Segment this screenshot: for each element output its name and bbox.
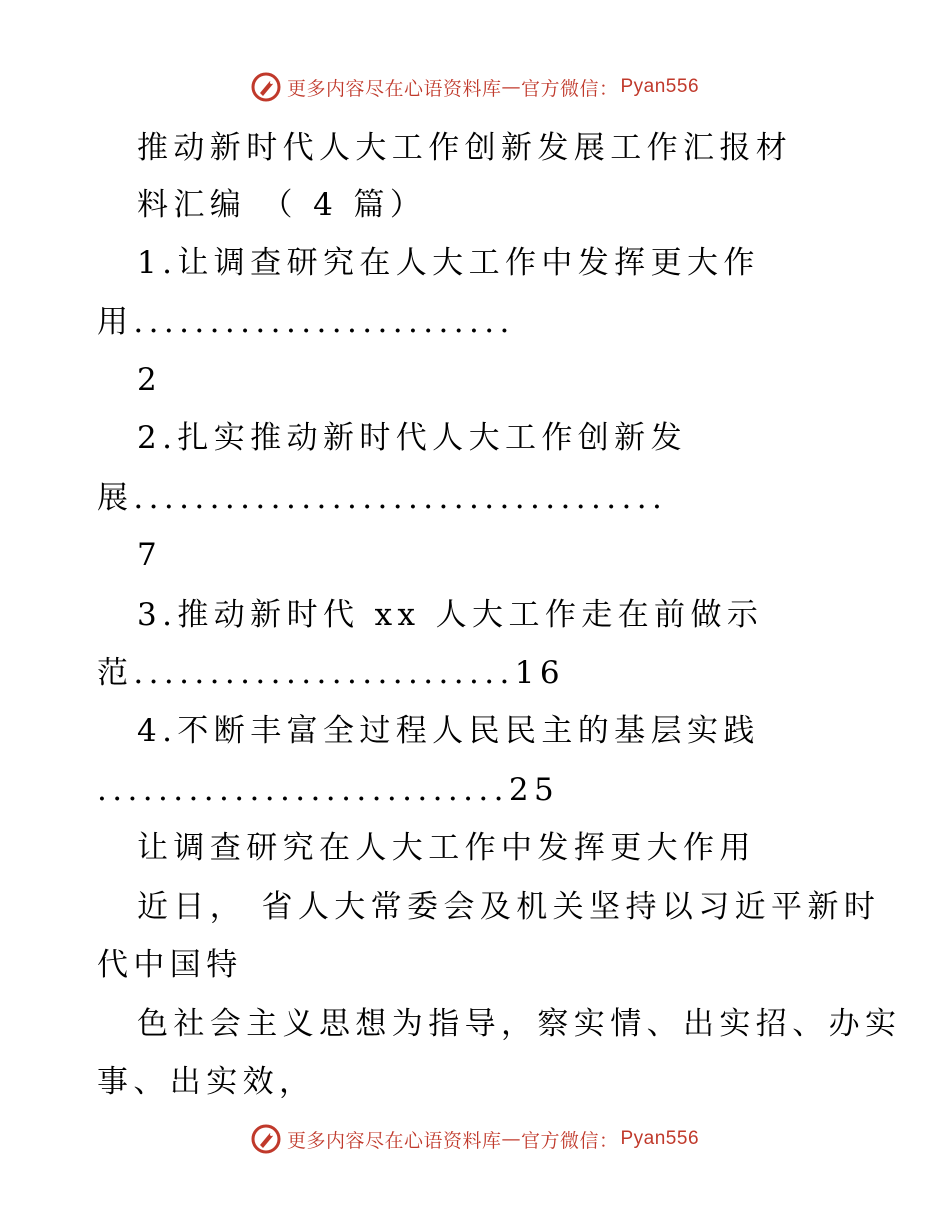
banner-wechat-label: 官方微信： (520, 77, 619, 100)
doc-title-line-1: 推动新时代人大工作创新发展工作汇报材 (137, 130, 793, 166)
banner-wechat-label: 官方微信： (520, 1129, 619, 1152)
toc-entry-3-leader: 范.........................16 (97, 655, 565, 691)
banner-dash: — (501, 1128, 521, 1150)
body-line-2: 代中国特 (97, 947, 243, 983)
toc-entry-1-page: 2 (137, 362, 159, 398)
body-line-3: 色社会主义思想为指导，察实情、出实招、办实 (137, 1006, 902, 1042)
banner-brand: 更多内容尽在心语资料库 (286, 77, 502, 100)
toc-entry-1-title[interactable]: 1.让调查研究在人大工作中发挥更大作 (137, 245, 760, 281)
section-title: 让调查研究在人大工作中发挥更大作用 (137, 830, 756, 866)
pen-nib-logo-icon (251, 1124, 281, 1154)
doc-title-line-2: 料汇编 （ 4 篇） (137, 187, 427, 223)
pen-nib-logo-icon (251, 72, 281, 102)
toc-entry-2-page: 7 (137, 537, 159, 573)
toc-entry-4-leader: ...........................25 (97, 772, 560, 808)
toc-entry-4-title[interactable]: 4.不断丰富全过程人民民主的基层实践 (137, 713, 760, 749)
footer-banner (0, 1124, 950, 1154)
toc-entry-2-leader: 展................................... (97, 480, 668, 516)
header-banner (0, 72, 950, 102)
toc-entry-3-title[interactable]: 3.推动新时代 xx 人大工作走在前做示 (137, 597, 764, 633)
body-line-4: 事、出实效， (97, 1064, 316, 1100)
banner-wechat-id: Pyan556 (620, 1128, 700, 1149)
toc-entry-1-leader: 用......................... (97, 304, 515, 340)
body-line-1: 近日， 省人大常委会及机关坚持以习近平新时 (137, 889, 881, 925)
banner-brand: 更多内容尽在心语资料库 (286, 1129, 502, 1152)
banner-dash: — (501, 76, 521, 98)
toc-entry-2-title[interactable]: 2.扎实推动新时代人大工作创新发 (137, 420, 687, 456)
banner-wechat-id: Pyan556 (620, 76, 700, 97)
